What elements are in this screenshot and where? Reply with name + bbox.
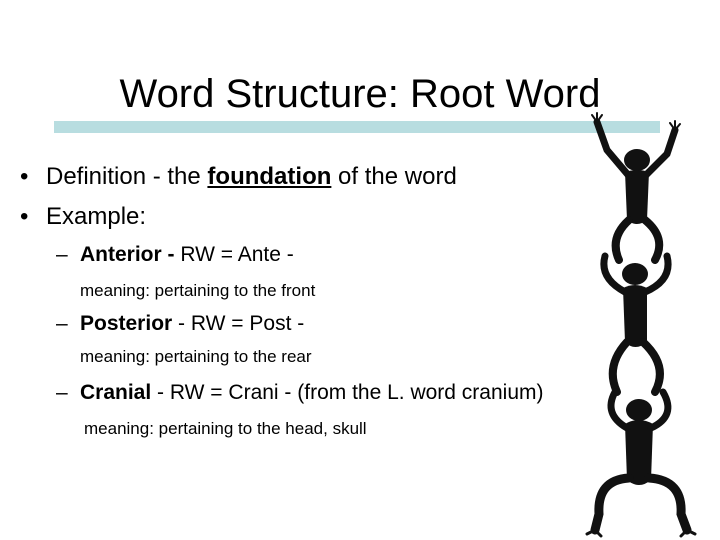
example-term: Posterior (80, 312, 173, 335)
bullet-definition (20, 162, 457, 192)
middle-figure (604, 256, 668, 392)
example-label: Example: (46, 203, 147, 230)
stacked-figures-illustration (585, 110, 720, 540)
example-term: Anterior - (80, 243, 175, 266)
sub-bullet-dash: – (56, 381, 68, 404)
sub-bullet-dash: – (56, 243, 68, 266)
example-anterior (56, 242, 294, 268)
example-cranial (56, 380, 544, 406)
definition-emphasis: foundation (207, 163, 332, 190)
bottom-figure (587, 392, 695, 536)
example-meaning-posterior: meaning: pertaining to the rear (80, 347, 312, 366)
definition-suffix: of the word (331, 163, 457, 190)
example-term: Cranial (80, 381, 152, 404)
example-meaning-cranial: meaning: pertaining to the head, skull (84, 419, 367, 438)
definition-prefix: Definition - the (46, 163, 208, 190)
bullet-symbol: • (20, 163, 29, 190)
example-meaning-anterior: meaning: pertaining to the front (80, 281, 316, 300)
example-detail: - RW = Crani - (from the L. word cranium) (151, 381, 544, 404)
example-detail: - RW = Post - (172, 312, 305, 335)
title-underline-bar (54, 121, 660, 133)
slide-title: Word Structure: Root Word (119, 72, 601, 116)
top-figure (592, 113, 680, 260)
example-detail: RW = Ante - (174, 243, 294, 266)
sub-bullet-dash: – (56, 312, 68, 335)
bullet-symbol: • (20, 203, 29, 230)
bullet-example (20, 202, 146, 232)
example-posterior (56, 311, 304, 337)
